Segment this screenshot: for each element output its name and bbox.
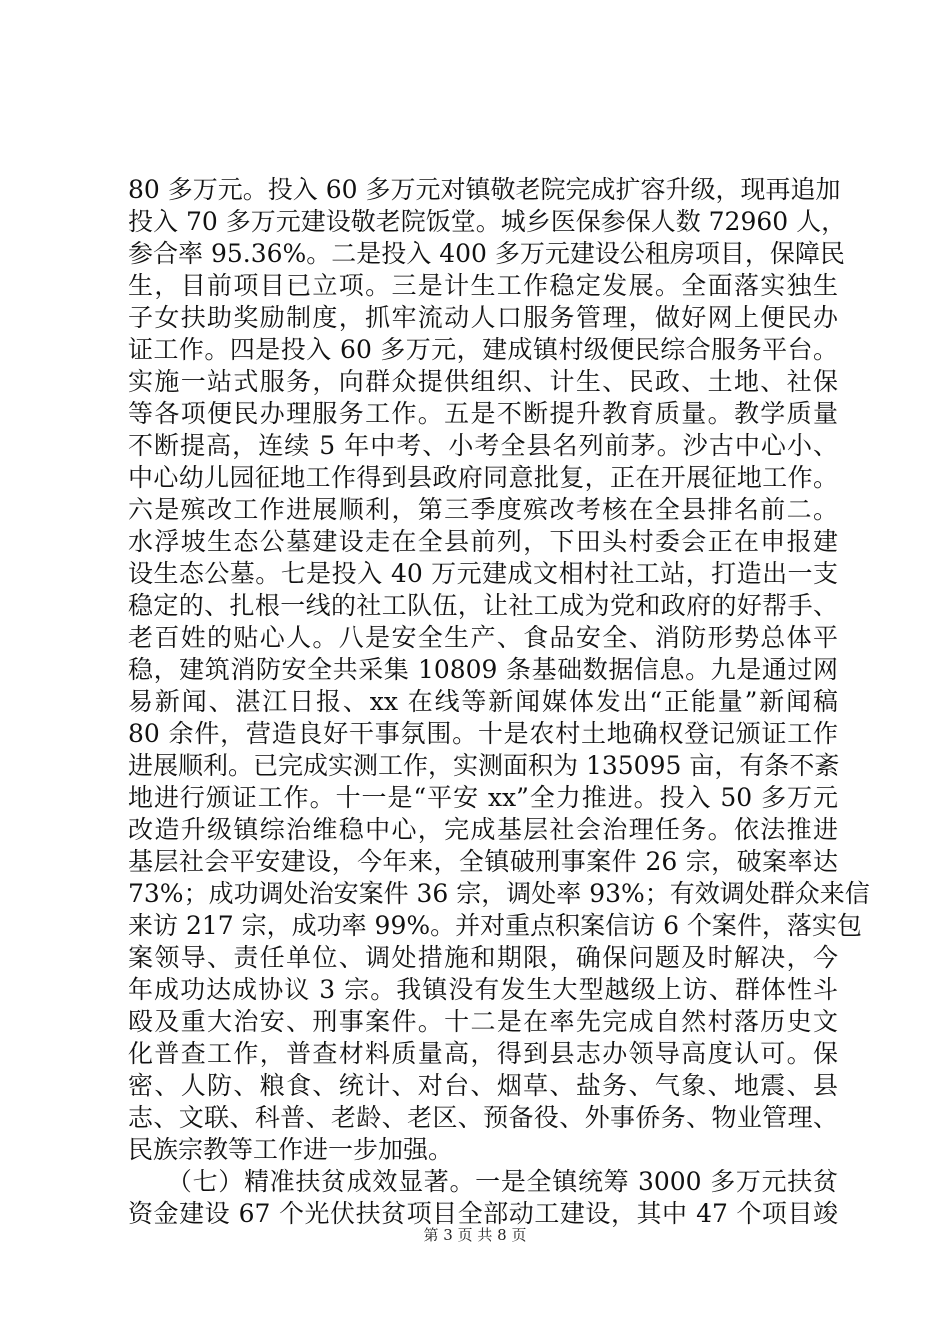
text-line: 证工作。四是投入 60 多万元，建成镇村级便民综合服务平台。 (128, 335, 838, 364)
text-line: 基层社会平安建设，今年来，全镇破刑事案件 26 宗，破案率达 (128, 847, 838, 876)
text-line: 73%；成功调处治安案件 36 宗，调处率 93%；有效调处群众来信 (128, 879, 870, 908)
text-line: 来访 217 宗，成功率 99%。并对重点积案信访 6 个案件，落实包 (128, 911, 862, 940)
text-line: 水浮坡生态公墓建设走在全县前列，下田头村委会正在申报建 (128, 527, 838, 556)
text-line: （七）精准扶贫成效显著。一是全镇统筹 3000 多万元扶贫 (128, 1167, 838, 1196)
text-line: 化普查工作，普查材料质量高，得到县志办领导高度认可。保 (128, 1039, 838, 1068)
text-line: 进展顺利。已完成实测工作，实测面积为 135095 亩，有条不紊 (128, 751, 840, 780)
text-line: 年成功达成协议 3 宗。我镇没有发生大型越级上访、群体性斗 (128, 975, 838, 1004)
text-line: 子女扶助奖励制度，抓牢流动人口服务管理，做好网上便民办 (128, 303, 838, 332)
text-line: 案领导、责任单位、调处措施和期限，确保问题及时解决，今 (128, 943, 838, 972)
text-line: 密、人防、粮食、统计、对台、烟草、盐务、气象、地震、县 (128, 1071, 838, 1100)
text-line: 稳定的、扎根一线的社工队伍，让社工成为党和政府的好帮手、 (128, 591, 838, 620)
text-line: 稳，建筑消防安全共采集 10809 条基础数据信息。九是通过网 (128, 655, 838, 684)
document-body (128, 174, 870, 1230)
text-line: 等各项便民办理服务工作。五是不断提升教育质量。教学质量 (128, 399, 838, 428)
text-line: 参合率 95.36%。二是投入 400 多万元建设公租房项目，保障民 (128, 239, 845, 268)
text-line: 生，目前项目已立项。三是计生工作稳定发展。全面落实独生 (128, 271, 838, 300)
text-line: 资金建设 67 个光伏扶贫项目全部动工建设，其中 47 个项目竣 (128, 1199, 838, 1228)
text-line: 实施一站式服务，向群众提供组织、计生、民政、土地、社保 (128, 367, 838, 396)
text-line: 80 余件，营造良好干事氛围。十是农村土地确权登记颁证工作 (128, 719, 838, 748)
text-line: 不断提高，连续 5 年中考、小考全县名列前茅。沙古中心小、 (128, 431, 838, 460)
text-line: 地进行颁证工作。十一是“平安 xx”全力推进。投入 50 多万元 (128, 783, 838, 812)
text-line: 易新闻、湛江日报、xx 在线等新闻媒体发出“正能量”新闻稿 (128, 687, 838, 716)
text-line: 80 多万元。投入 60 多万元对镇敬老院完成扩容升级，现再追加 (128, 175, 841, 204)
text-line: 殴及重大治安、刑事案件。十二是在率先完成自然村落历史文 (128, 1007, 838, 1036)
text-line: 六是殡改工作进展顺利，第三季度殡改考核在全县排名前二。 (128, 495, 838, 524)
text-line: 改造升级镇综治维稳中心，完成基层社会治理任务。依法推进 (128, 815, 838, 844)
text-line: 中心幼儿园征地工作得到县政府同意批复，正在开展征地工作。 (128, 463, 838, 492)
text-line: 投入 70 多万元建设敬老院饭堂。城乡医保参保人数 72960 人， (128, 207, 847, 236)
page-footer: 第 3 页 共 8 页 (423, 1226, 527, 1244)
text-line: 设生态公墓。七是投入 40 万元建成文相村社工站，打造出一支 (128, 559, 838, 588)
text-line: 民族宗教等工作进一步加强。 (128, 1135, 454, 1164)
text-line: 老百姓的贴心人。八是安全生产、食品安全、消防形势总体平 (128, 623, 838, 652)
text-line: 志、文联、科普、老龄、老区、预备役、外事侨务、物业管理、 (128, 1103, 838, 1132)
